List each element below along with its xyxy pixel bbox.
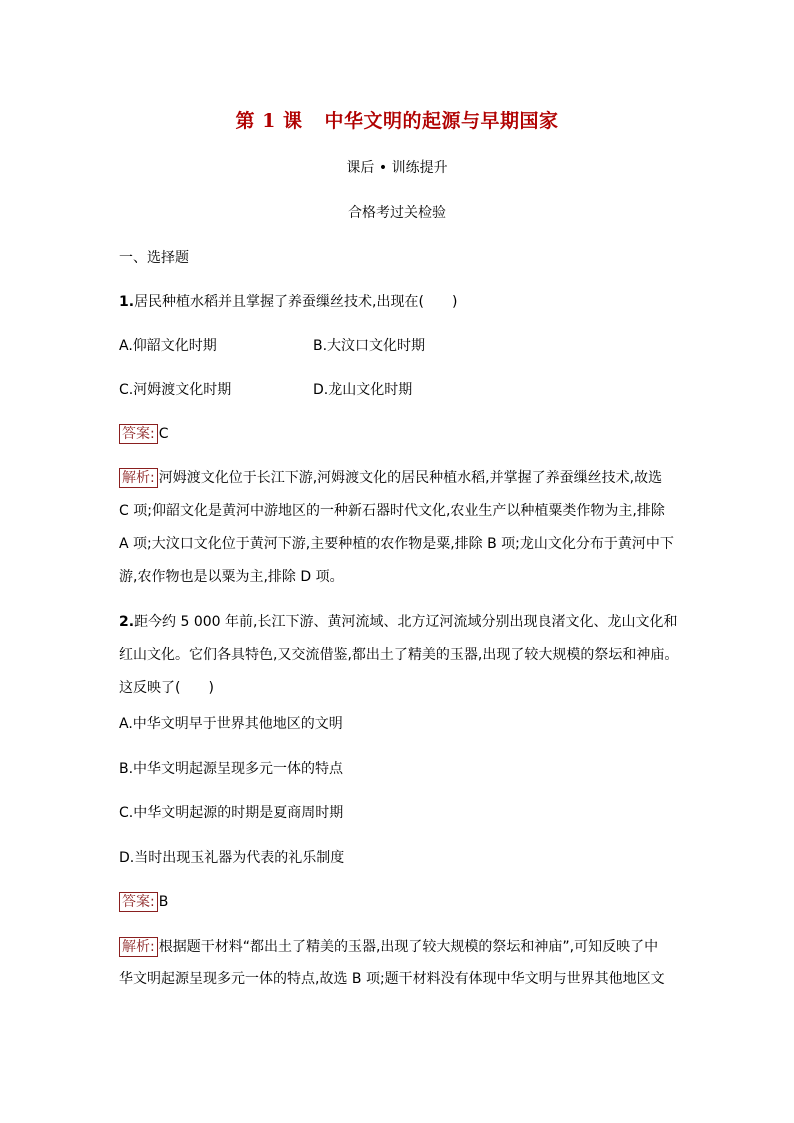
q1-analysis-line-2: C 项;仰韶文化是黄河中游地区的一种新石器时代文化,农业生产以种植粟类作物为主,排除 [119, 503, 665, 519]
section-title: 一、选择题 [119, 250, 189, 266]
q2-answer [119, 892, 168, 912]
q2-option-c: C.中华文明起源的时期是夏商周时期 [119, 805, 344, 821]
analysis-text: 河姆渡文化位于长江下游,河姆渡文化的居民种植水稻,并掌握了养蚕缫丝技术,故选 [158, 470, 663, 486]
answer-label: 答案: [119, 424, 158, 444]
lesson-title: 中华文明的起源与早期国家 [324, 110, 559, 132]
question-text: 居民种植水稻并且掌握了养蚕缫丝技术,出现在( ) [134, 294, 458, 310]
question-2-stem-line-1 [119, 612, 678, 632]
q1-option-a: A.仰韶文化时期 [119, 338, 217, 354]
q2-analysis-line-2: 华文明起源呈现多元一体的特点,故选 B 项;题干材料没有体现中华文明与世界其他地区文 [119, 971, 665, 987]
question-number: 2. [119, 614, 135, 630]
answer-value: C [158, 426, 169, 442]
question-2-stem-line-3: 这反映了( ) [119, 680, 214, 696]
question-number: 1. [119, 294, 135, 310]
answer-value: B [158, 894, 169, 910]
q1-option-b: B.大汶口文化时期 [313, 338, 426, 354]
q1-analysis-line-3: A 项;大汶口文化位于黄河下游,主要种植的农作物是粟,排除 B 项;龙山文化分布于黄河中下 [119, 536, 674, 552]
q1-analysis-line-1 [119, 468, 662, 488]
lesson-number: 第 1 课 [235, 110, 303, 132]
q2-option-a: A.中华文明早于世界其他地区的文明 [119, 716, 343, 732]
q1-option-d: D.龙山文化时期 [313, 382, 413, 398]
question-1-stem [119, 292, 457, 312]
analysis-text: 根据题干材料“都出土了精美的玉器,出现了较大规模的祭坛和神庙”,可知反映了中 [158, 939, 659, 955]
q2-option-b: B.中华文明起源呈现多元一体的特点 [119, 761, 344, 777]
page-title [0, 106, 794, 133]
question-text: 距今约 5 000 年前,长江下游、黄河流域、北方辽河流域分别出现良渚文化、龙山文化和 [134, 614, 678, 630]
analysis-label: 解析: [119, 468, 158, 488]
q2-option-d: D.当时出现玉礼器为代表的礼乐制度 [119, 850, 345, 866]
analysis-label: 解析: [119, 937, 158, 957]
question-2-stem-line-2: 红山文化。它们各具特色,又交流借鉴,都出土了精美的玉器,出现了较大规模的祭坛和神庙。 [119, 647, 679, 663]
subtitle-exercise: 课后 • 训练提升 [346, 160, 448, 176]
q1-option-c: C.河姆渡文化时期 [119, 382, 232, 398]
q1-answer [119, 424, 169, 444]
subtitle-exam: 合格考过关检验 [348, 205, 446, 221]
q2-analysis-line-1 [119, 937, 658, 957]
answer-label: 答案: [119, 892, 158, 912]
q1-analysis-line-4: 游,农作物也是以粟为主,排除 D 项。 [119, 569, 344, 585]
